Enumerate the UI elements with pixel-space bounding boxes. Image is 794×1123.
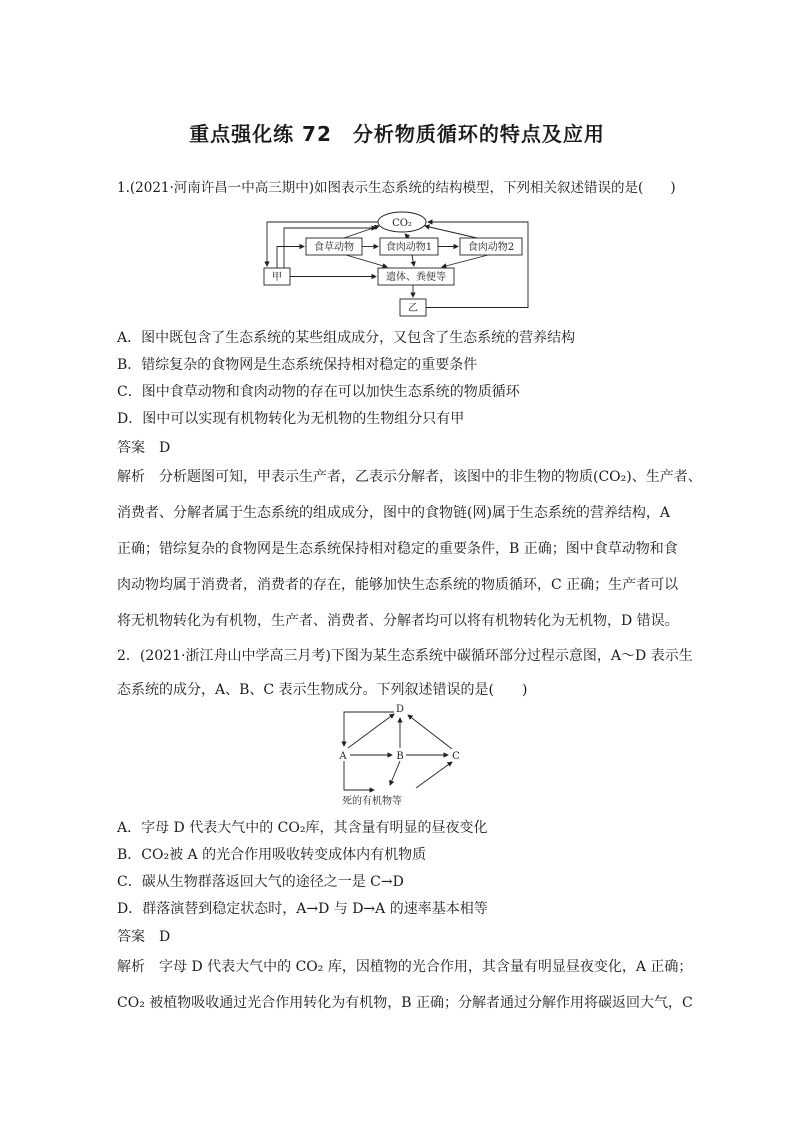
q2-analysis-line: 解析 字母 D 代表大气中的 CO₂ 库，因植物的光合作用，其含量有明显昼夜变化，A 正确； xyxy=(117,959,693,975)
q1-analysis-line: 消费者、分解者属于生态系统的组成成分，图中的食物链(网)属于生态系统的营养结构，A xyxy=(117,505,671,521)
remains-label: 遗体、粪便等 xyxy=(386,272,446,283)
q2-stem-line: 态系统的成分，A、B、C 表示生物成分。下列叙述错误的是( ) xyxy=(117,682,528,698)
q1-option-d: D．图中可以实现有机物转化为无机物的生物组分只有甲 xyxy=(117,411,465,427)
q1-diagram xyxy=(262,208,542,318)
carbon-cycle-diagram xyxy=(330,700,470,810)
q2-option-a: A．字母 D 代表大气中的 CO₂库，其含量有明显的昼夜变化 xyxy=(117,820,488,836)
dead-organic-label: 死的有机物等 xyxy=(342,796,402,807)
ecosystem-structure-diagram xyxy=(262,208,542,318)
carnivore1-label: 食肉动物1 xyxy=(385,242,433,253)
node-a-label: A xyxy=(339,751,347,762)
page-title: 重点强化练 72 分析物质循环的特点及应用 xyxy=(189,122,605,146)
q2-answer: 答案 D xyxy=(117,929,171,945)
q1-analysis-line: 将无机物转化为有机物，生产者、消费者、分解者均可以将有机物转化为无机物，D 错误。 xyxy=(117,613,679,629)
q1-analysis-line: 解析 分析题图可知，甲表示生产者，乙表示分解者，该图中的非生物的物质(CO₂)、生产者、 xyxy=(117,469,702,485)
co2-label: CO₂ xyxy=(392,218,412,229)
q1-answer: 答案 D xyxy=(117,440,171,456)
q2-option-c: C．碳从生物群落返回大气的途径之一是 C→D xyxy=(117,874,404,890)
q2-analysis-line: CO₂ 被植物吸收通过光合作用转化为有机物，B 正确；分解者通过分解作用将碳返回大气，C xyxy=(117,995,693,1011)
q1-option-b: B．错综复杂的食物网是生态系统保持相对稳定的重要条件 xyxy=(117,357,478,373)
decomposer-yi-label: 乙 xyxy=(408,303,418,314)
q2-option-b: B．CO₂被 A 的光合作用吸收转变成体内有机物质 xyxy=(117,847,427,863)
q1-analysis-line: 肉动物均属于消费者，消费者的存在，能够加快生态系统的物质循环，C 正确；生产者可以 xyxy=(117,577,679,593)
q2-option-d: D．群落演替到稳定状态时，A→D 与 D→A 的速率基本相等 xyxy=(117,901,488,917)
node-d-label: D xyxy=(395,704,405,715)
q2-stem-line: 2．(2021·浙江舟山中学高三月考)下图为某生态系统中碳循环部分过程示意图，A～D 表示生 xyxy=(117,648,693,664)
carnivore2-label: 食肉动物2 xyxy=(467,242,515,253)
q2-diagram xyxy=(330,700,470,810)
q1-analysis-line: 正确；错综复杂的食物网是生态系统保持相对稳定的重要条件，B 正确；图中食草动物和食 xyxy=(117,541,678,557)
q1-stem: 1.(2021·河南许昌一中高三期中)如图表示生态系统的结构模型，下列相关叙述错误的是( ) xyxy=(117,180,676,196)
herbivore-label: 食草动物 xyxy=(314,242,354,253)
q1-option-a: A．图中既包含了生态系统的某些组成成分，又包含了生态系统的营养结构 xyxy=(117,330,576,346)
node-c-label: C xyxy=(452,751,460,762)
q1-option-c: C．图中食草动物和食肉动物的存在可以加快生态系统的物质循环 xyxy=(117,384,520,400)
node-b-label: B xyxy=(396,751,404,762)
producer-jia-label: 甲 xyxy=(272,272,282,283)
